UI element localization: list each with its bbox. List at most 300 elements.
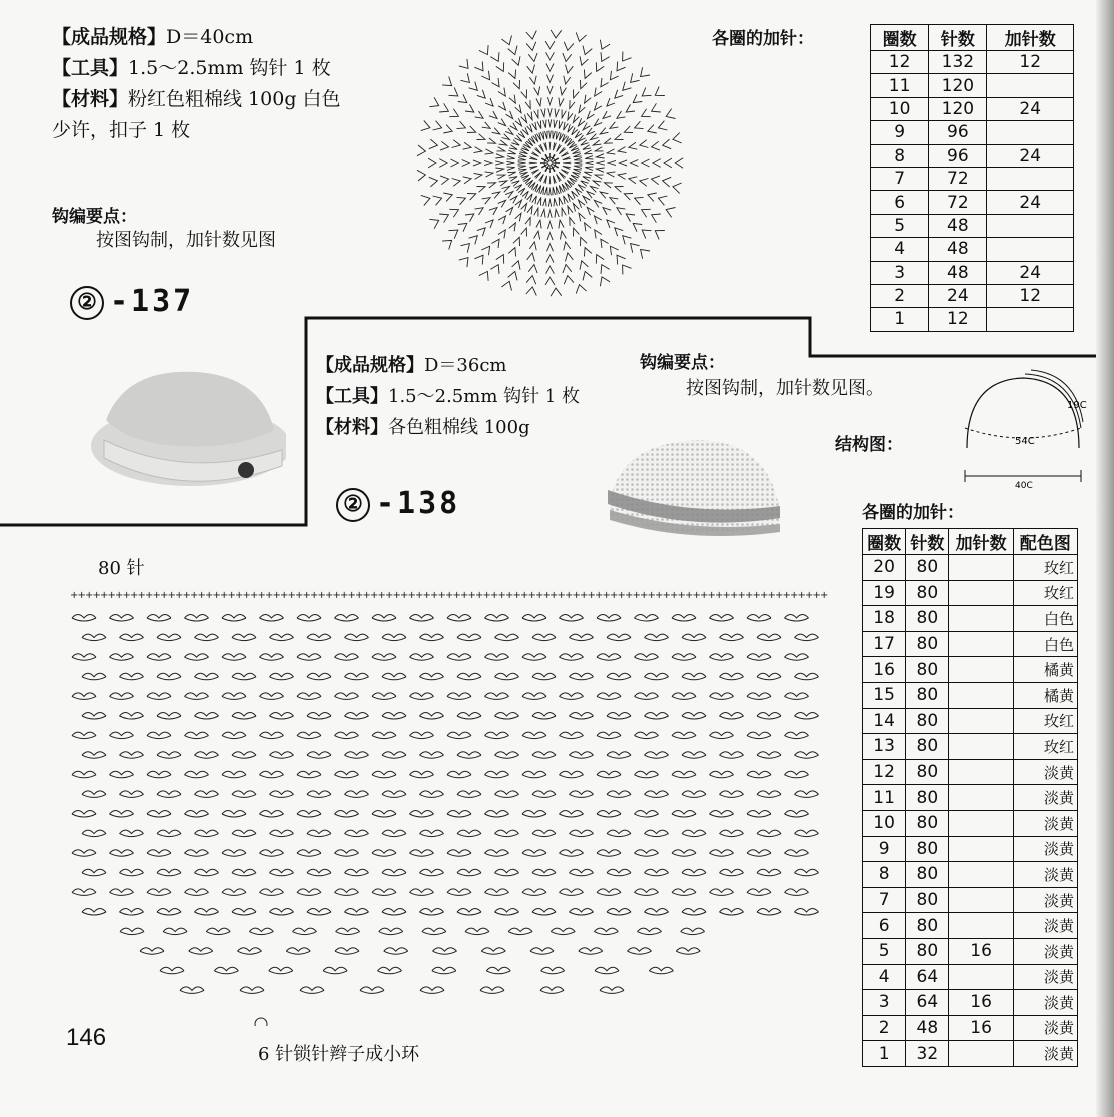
chain-loop-mark <box>382 830 406 837</box>
table-cell: 淡黄 <box>1013 862 1077 888</box>
chain-loop-mark <box>147 732 171 739</box>
circled-number: ② <box>336 488 370 522</box>
chain-loop-mark <box>147 850 171 857</box>
chain-loop-mark <box>681 928 705 935</box>
chain-loop-mark <box>682 634 706 641</box>
table-cell: 80 <box>906 682 949 708</box>
chain-loop-mark <box>720 752 744 759</box>
chain-loop-mark <box>635 850 659 857</box>
chain-loop-mark <box>747 654 771 661</box>
chain-loop-mark <box>72 732 96 739</box>
table-cell: 18 <box>863 606 906 632</box>
chain-loop-mark <box>597 850 621 857</box>
chain-loop-mark <box>420 830 444 837</box>
sc-mark: + <box>685 590 694 601</box>
chain-loop-mark <box>82 634 106 641</box>
chain-loop-mark <box>110 889 134 896</box>
sc-mark: + <box>77 590 86 601</box>
chain-loop-mark <box>485 732 509 739</box>
chain-loop-mark <box>185 615 209 622</box>
table-cell: 淡黄 <box>1013 1041 1077 1067</box>
chain-loop-mark <box>360 987 384 994</box>
chain-loop-mark <box>157 791 181 798</box>
chain-loop-mark <box>600 987 624 994</box>
sc-mark: + <box>677 590 686 601</box>
chain-loop-mark <box>682 673 706 680</box>
chain-loop-mark <box>195 791 219 798</box>
chain-loop-mark <box>595 967 619 974</box>
sc-mark: + <box>655 590 664 601</box>
sc-mark: + <box>445 590 454 601</box>
chain-loop-mark <box>672 693 696 700</box>
material-label: 【材料】 <box>52 88 129 110</box>
table-cell <box>949 606 1013 632</box>
chain-loop-mark <box>720 634 744 641</box>
chain-loop-mark <box>120 752 144 759</box>
chain-loop-mark <box>508 928 532 935</box>
chain-loop-mark <box>185 771 209 778</box>
sc-mark: + <box>347 590 356 601</box>
table-row <box>863 759 1078 785</box>
chain-loop-mark <box>447 732 471 739</box>
chain-loop-mark <box>336 928 360 935</box>
chain-loop-mark <box>195 634 219 641</box>
chain-loop-mark <box>795 909 819 916</box>
table-cell: 淡黄 <box>1013 759 1077 785</box>
sc-mark: + <box>235 590 244 601</box>
chain-loop-mark <box>147 693 171 700</box>
table-cell: 14 <box>863 708 906 734</box>
table-cell <box>949 580 1013 606</box>
chain-loop-mark <box>297 771 321 778</box>
chain-loop-mark <box>249 928 273 935</box>
chain-loop-mark <box>222 615 246 622</box>
table-cell: 4 <box>871 238 929 261</box>
chain-loop-mark <box>293 928 317 935</box>
chain-loop-mark <box>297 889 321 896</box>
chain-loop-mark <box>635 732 659 739</box>
chain-loop-mark <box>495 713 519 720</box>
chain-loop-mark <box>307 752 331 759</box>
col-header: 针数 <box>929 25 987 51</box>
chain-loop-mark <box>570 909 594 916</box>
tips-heading-137: 钩编要点： <box>52 207 137 227</box>
table-cell: 9 <box>863 836 906 862</box>
table-cell <box>949 785 1013 811</box>
chain-loop-mark <box>682 713 706 720</box>
table-row <box>863 682 1078 708</box>
chain-loop-mark <box>532 634 556 641</box>
chain-loop-mark <box>372 771 396 778</box>
chain-loop-mark <box>297 811 321 818</box>
table-cell: 80 <box>906 606 949 632</box>
chain-loop-mark <box>269 967 293 974</box>
sc-mark: + <box>310 590 319 601</box>
chain-loop-mark <box>570 752 594 759</box>
sc-mark: + <box>415 590 424 601</box>
chain-loop-mark <box>607 830 631 837</box>
chain-loop-mark <box>485 889 509 896</box>
chain-loop-mark <box>522 732 546 739</box>
table-cell: 2 <box>871 284 929 307</box>
chain-loop-mark <box>382 634 406 641</box>
chain-loop-mark <box>260 693 284 700</box>
sc-mark: + <box>460 590 469 601</box>
sc-mark: + <box>745 590 754 601</box>
chain-loop-mark <box>757 791 781 798</box>
table-cell: 20 <box>863 555 906 581</box>
chain-loop-mark <box>447 889 471 896</box>
chain-loop-mark <box>270 830 294 837</box>
chain-loop-mark <box>495 752 519 759</box>
chain-loop-mark <box>307 713 331 720</box>
sc-mark: + <box>250 590 259 601</box>
chain-loop-mark <box>495 791 519 798</box>
table-row <box>863 1015 1078 1041</box>
table-cell: 80 <box>906 631 949 657</box>
chain-loop-mark <box>532 673 556 680</box>
chain-loop-mark <box>594 928 618 935</box>
sc-mark: + <box>542 590 551 601</box>
chain-loop-mark <box>140 948 164 955</box>
chain-loop-mark <box>785 889 809 896</box>
table-cell: 7 <box>863 887 906 913</box>
sc-mark: + <box>302 590 311 601</box>
sc-mark: + <box>527 590 536 601</box>
chain-loop-mark <box>286 948 310 955</box>
table-cell: 16 <box>949 938 1013 964</box>
chain-loop-mark <box>232 752 256 759</box>
table-cell <box>949 631 1013 657</box>
chain-loop-mark <box>120 909 144 916</box>
chain-loop-mark <box>372 811 396 818</box>
hat-photo-138 <box>600 432 790 552</box>
chain-loop-mark <box>570 869 594 876</box>
table-cell: 80 <box>906 580 949 606</box>
chain-loop-mark <box>410 850 434 857</box>
sc-mark: + <box>565 590 574 601</box>
chain-loop-mark <box>635 693 659 700</box>
table-cell: 48 <box>906 1015 949 1041</box>
chain-loop-mark <box>551 928 575 935</box>
chain-loop-mark <box>110 693 134 700</box>
chain-loop-mark <box>410 615 434 622</box>
sc-mark: + <box>782 590 791 601</box>
chain-loop-mark <box>635 654 659 661</box>
chain-loop-mark <box>82 752 106 759</box>
chain-loop-mark <box>157 869 181 876</box>
sc-mark: + <box>272 590 281 601</box>
chain-loop-mark <box>120 634 144 641</box>
chain-loop-mark <box>232 634 256 641</box>
sc-mark: + <box>122 590 131 601</box>
chain-loop-mark <box>757 634 781 641</box>
table-cell: 80 <box>906 938 949 964</box>
chain-loop-mark <box>672 811 696 818</box>
sc-mark: + <box>212 590 221 601</box>
sc-mark: + <box>670 590 679 601</box>
pattern-id-138 <box>336 486 460 522</box>
chain-loop-mark <box>720 869 744 876</box>
chain-loop-mark <box>607 713 631 720</box>
chain-loop-mark <box>157 909 181 916</box>
chain-loop-mark <box>495 830 519 837</box>
table-cell: 橘黄 <box>1013 657 1077 683</box>
table-row <box>863 734 1078 760</box>
table-cell: 玫红 <box>1013 580 1077 606</box>
chain-loop-mark <box>82 673 106 680</box>
sc-mark: + <box>640 590 649 601</box>
table-cell <box>949 759 1013 785</box>
chain-loop-mark <box>747 732 771 739</box>
chain-loop-mark <box>457 869 481 876</box>
chain-loop-mark <box>297 654 321 661</box>
chain-loop-mark <box>185 693 209 700</box>
chain-loop-mark <box>260 732 284 739</box>
chain-loop-mark <box>579 948 603 955</box>
sc-mark: + <box>100 590 109 601</box>
chain-loop-mark <box>720 673 744 680</box>
table-cell: 48 <box>929 214 987 237</box>
table-cell <box>949 682 1013 708</box>
chain-loop-mark <box>532 909 556 916</box>
sc-mark: + <box>497 590 506 601</box>
chain-loop-mark <box>795 673 819 680</box>
table-row <box>863 810 1078 836</box>
table-cell: 淡黄 <box>1013 836 1077 862</box>
table-cell: 10 <box>863 810 906 836</box>
chain-loop-mark <box>645 634 669 641</box>
table-row <box>863 606 1078 632</box>
chain-loop-mark <box>757 830 781 837</box>
chain-loop-mark <box>307 634 331 641</box>
chain-loop-mark <box>335 948 359 955</box>
table-row <box>863 913 1078 939</box>
chain-loop-mark <box>72 693 96 700</box>
table-cell <box>949 964 1013 990</box>
table-cell: 玫红 <box>1013 734 1077 760</box>
sc-mark: + <box>730 590 739 601</box>
sc-mark: + <box>295 590 304 601</box>
chain-loop-mark <box>195 830 219 837</box>
chain-loop-mark <box>645 909 669 916</box>
sc-mark: + <box>332 590 341 601</box>
chain-loop-mark <box>682 909 706 916</box>
sc-mark: + <box>490 590 499 601</box>
chain-loop-mark <box>297 615 321 622</box>
chain-loop-mark <box>382 791 406 798</box>
chain-loop-mark <box>72 850 96 857</box>
chain-loop-mark <box>447 693 471 700</box>
chain-loop-mark <box>189 948 213 955</box>
table-cell: 132 <box>929 51 987 74</box>
chain-loop-mark <box>297 850 321 857</box>
chain-loop-mark <box>335 850 359 857</box>
chain-loop-mark <box>597 693 621 700</box>
chain-loop-mark <box>597 615 621 622</box>
chain-loop-mark <box>682 830 706 837</box>
chain-loop-mark <box>607 673 631 680</box>
tips-heading-138: 钩编要点： <box>640 353 725 373</box>
table-cell: 白色 <box>1013 631 1077 657</box>
chain-loop-mark <box>240 987 264 994</box>
chain-loop-mark <box>757 713 781 720</box>
material-value-cont: 少许，扣子 1 枚 <box>52 119 191 141</box>
table-cell: 80 <box>906 913 949 939</box>
chain-loop-mark <box>110 732 134 739</box>
table-cell: 玫红 <box>1013 555 1077 581</box>
table-cell: 72 <box>929 191 987 214</box>
chain-loop-mark <box>110 850 134 857</box>
chain-loop-mark <box>206 928 230 935</box>
table-cell: 5 <box>863 938 906 964</box>
chain-loop-mark <box>147 615 171 622</box>
chain-loop-mark <box>747 615 771 622</box>
table-row <box>863 862 1078 888</box>
chain-loop-mark <box>260 889 284 896</box>
chain-loop-mark <box>110 811 134 818</box>
sc-mark: + <box>422 590 431 601</box>
chain-loop-mark <box>345 869 369 876</box>
table-cell: 橘黄 <box>1013 682 1077 708</box>
chain-loop-mark <box>82 909 106 916</box>
chain-loop-mark <box>110 654 134 661</box>
chain-loop-mark <box>307 869 331 876</box>
chain-loop-mark <box>410 732 434 739</box>
table-cell: 24 <box>987 261 1074 284</box>
table-cell: 17 <box>863 631 906 657</box>
chain-loop-mark <box>481 948 505 955</box>
sc-mark: + <box>115 590 124 601</box>
tips-text-137: 按图钩制，加针数见图 <box>96 230 276 251</box>
structure-label: 结构图： <box>835 435 903 455</box>
chain-loop-mark <box>672 771 696 778</box>
table-cell <box>949 810 1013 836</box>
chain-loop-mark <box>495 634 519 641</box>
chain-loop-mark <box>82 830 106 837</box>
chain-loop-mark <box>345 791 369 798</box>
sc-mark: + <box>647 590 656 601</box>
chain-loop-mark <box>382 869 406 876</box>
col-header: 针数 <box>906 529 949 555</box>
chain-loop-mark <box>457 634 481 641</box>
chain-loop-mark <box>260 615 284 622</box>
chain-loop-mark <box>485 850 509 857</box>
chain-loop-mark <box>120 830 144 837</box>
chain-loop-mark <box>335 771 359 778</box>
table-cell: 15 <box>863 682 906 708</box>
chain-loop-mark <box>372 615 396 622</box>
chain-loop-mark <box>457 909 481 916</box>
table-cell <box>949 657 1013 683</box>
chain-loop-mark <box>635 811 659 818</box>
chain-loop-mark <box>195 909 219 916</box>
sc-mark: + <box>580 590 589 601</box>
chain-loop-mark <box>222 850 246 857</box>
chain-loop-mark <box>345 752 369 759</box>
table-cell: 1 <box>863 1041 906 1067</box>
sc-mark: + <box>572 590 581 601</box>
chain-loop-mark <box>157 713 181 720</box>
chain-loop-mark <box>222 693 246 700</box>
chain-loop-mark <box>410 654 434 661</box>
chain-loop-mark <box>682 869 706 876</box>
chain-loop-mark <box>747 889 771 896</box>
chain-loop-mark <box>323 967 347 974</box>
chain-loop-mark <box>638 928 662 935</box>
chain-loop-mark <box>485 771 509 778</box>
table-title-138: 各圈的加针： <box>862 503 964 523</box>
sc-mark: + <box>812 590 821 601</box>
chain-loop-mark <box>195 673 219 680</box>
table-cell: 80 <box>906 708 949 734</box>
chain-loop-mark <box>747 850 771 857</box>
table-cell: 24 <box>987 97 1074 120</box>
chain-loop-mark <box>560 771 584 778</box>
chain-loop-mark <box>270 869 294 876</box>
dim-54: 54C <box>1015 436 1035 447</box>
table-cell: 24 <box>987 144 1074 167</box>
sc-mark: + <box>820 590 829 601</box>
sc-mark: + <box>355 590 364 601</box>
spec-label: 【成品规格】 <box>316 355 424 376</box>
table-cell: 淡黄 <box>1013 990 1077 1016</box>
tool-label: 【工具】 <box>52 57 129 79</box>
chain-loop-mark <box>345 713 369 720</box>
sc-mark: + <box>632 590 641 601</box>
chain-loop-mark <box>757 752 781 759</box>
chain-loop-mark <box>335 654 359 661</box>
chain-loop-mark <box>82 713 106 720</box>
sc-mark: + <box>805 590 814 601</box>
chain-loop-mark <box>480 987 504 994</box>
chain-loop-mark <box>232 869 256 876</box>
chain-loop-mark <box>185 811 209 818</box>
chain-loop-mark <box>486 967 510 974</box>
chain-loop-mark <box>372 693 396 700</box>
table-cell <box>949 1041 1013 1067</box>
sc-mark: + <box>190 590 199 601</box>
chain-loop-mark <box>710 732 734 739</box>
table-row <box>863 785 1078 811</box>
chain-loop-mark <box>157 830 181 837</box>
chain-loop-mark <box>597 811 621 818</box>
chain-loop-mark <box>672 615 696 622</box>
table-cell: 7 <box>871 167 929 190</box>
sc-mark: + <box>692 590 701 601</box>
table-cell: 48 <box>929 261 987 284</box>
chain-loop-mark <box>785 811 809 818</box>
table-row <box>863 657 1078 683</box>
sc-mark: + <box>70 590 79 601</box>
material-label: 【材料】 <box>316 417 388 438</box>
chain-loop-mark <box>757 869 781 876</box>
chain-loop-mark <box>710 889 734 896</box>
chain-loop-mark <box>195 752 219 759</box>
col-header: 配色图 <box>1013 529 1077 555</box>
sc-mark: + <box>505 590 514 601</box>
table-cell: 80 <box>906 836 949 862</box>
chain-loop-mark <box>270 791 294 798</box>
chain-loop-mark <box>541 967 565 974</box>
chain-loop-mark <box>532 869 556 876</box>
chain-loop-mark <box>597 732 621 739</box>
chain-loop-mark <box>195 869 219 876</box>
table-cell: 64 <box>906 964 949 990</box>
sc-mark: + <box>557 590 566 601</box>
chain-loop-mark <box>485 811 509 818</box>
dim-40: 40C <box>1015 481 1033 491</box>
